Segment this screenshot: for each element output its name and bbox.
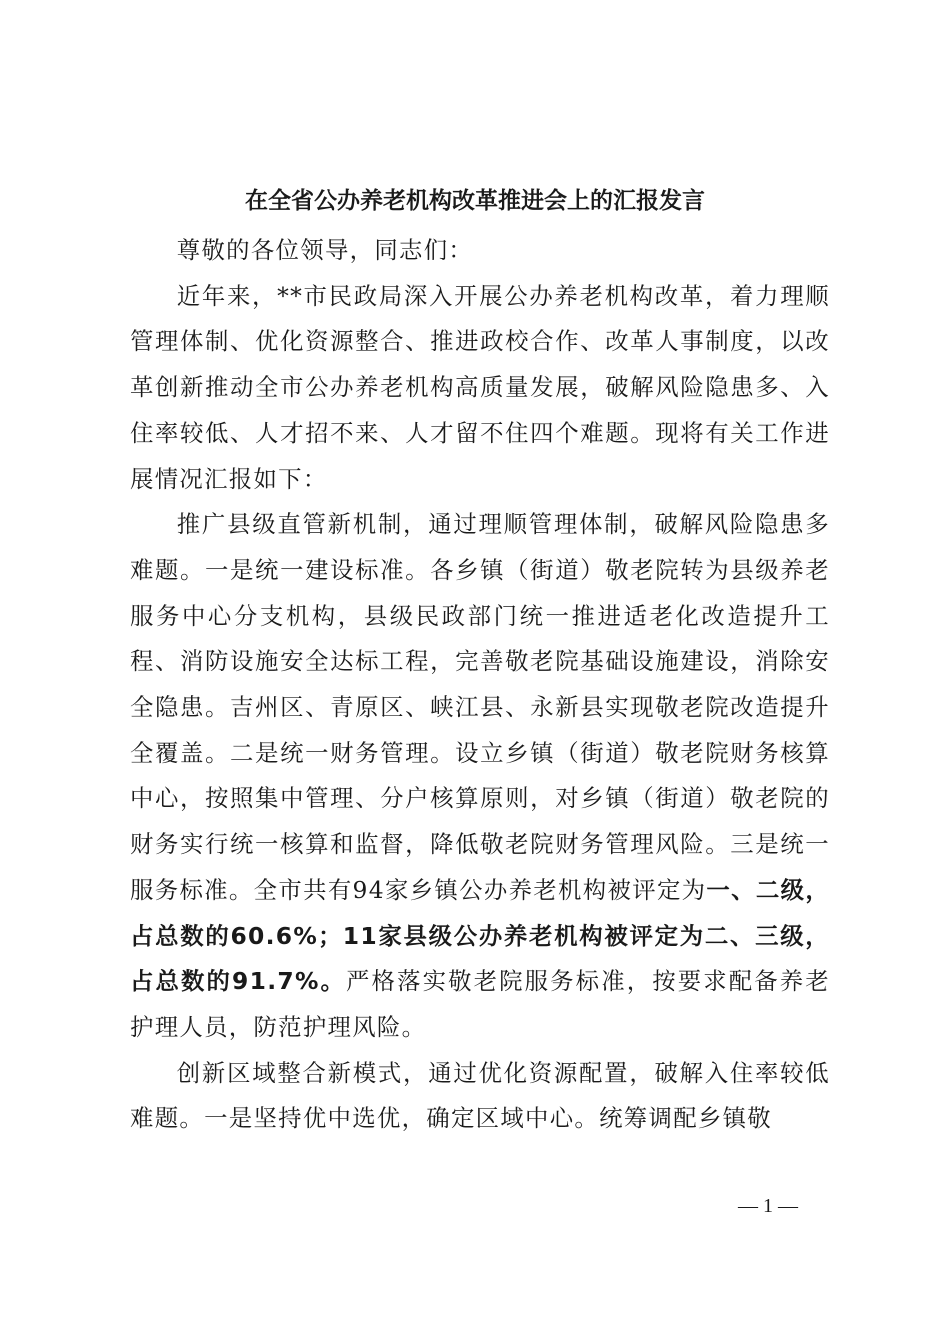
intro-paragraph: 近年来，**市民政局深入开展公办养老机构改革，着力理顺管理体制、优化资源整合、推进政校合作、改革人事制度，以改革创新推动全市公办养老机构高质量发展，破解风险隐患多、入住率较低、人才招不来、人才留不住四个难题。现将有关工作进展情况汇报如下： bbox=[130, 281, 830, 493]
section1-bold-text: 一、二级，占总数的60.6%；11家县级公办养老机构被评定为二、三级，占总数的91.7%。 bbox=[130, 875, 831, 996]
document-body bbox=[130, 228, 830, 1142]
section1-text-part2: 严格落实敬老院服务标准，按要求配备养老护理人员，防范护理风险。 bbox=[130, 967, 830, 1041]
document-title: 在全省公办养老机构改革推进会上的汇报发言 bbox=[245, 187, 705, 214]
section-paragraph-2: 创新区域整合新模式，通过优化资源配置，破解入住率较低难题。一是坚持优中选优，确定区域中心。统筹调配乡镇敬 bbox=[130, 1058, 830, 1133]
salutation: 尊敬的各位领导，同志们： bbox=[176, 236, 474, 264]
section-paragraph-1 bbox=[130, 502, 830, 1050]
page-number: — 1 — bbox=[738, 1195, 798, 1217]
section1-text-part1: 推广县级直管新机制，通过理顺管理体制，破解风险隐患多难题。一是统一建设标准。各乡镇（街道）敬老院转为县级养老服务中心分支机构，县级民政部门统一推进适老化改造提升工程、消防设施安全达标工程，完善敬老院基础设施建设，消除安全隐患。吉州区、青原区、峡江县、永新县实现敬老院改造提升全覆盖。二是统一财务管理。设立乡镇（街道）敬老院财务核算中心，按照集中管理、分户核算原则，对乡镇（街道）敬老院的财务实行统一核算和监督，降低敬老院财务管理风险。三是统一服务标准。全市共有94家乡镇公办养老机构被评定为 bbox=[130, 510, 830, 904]
